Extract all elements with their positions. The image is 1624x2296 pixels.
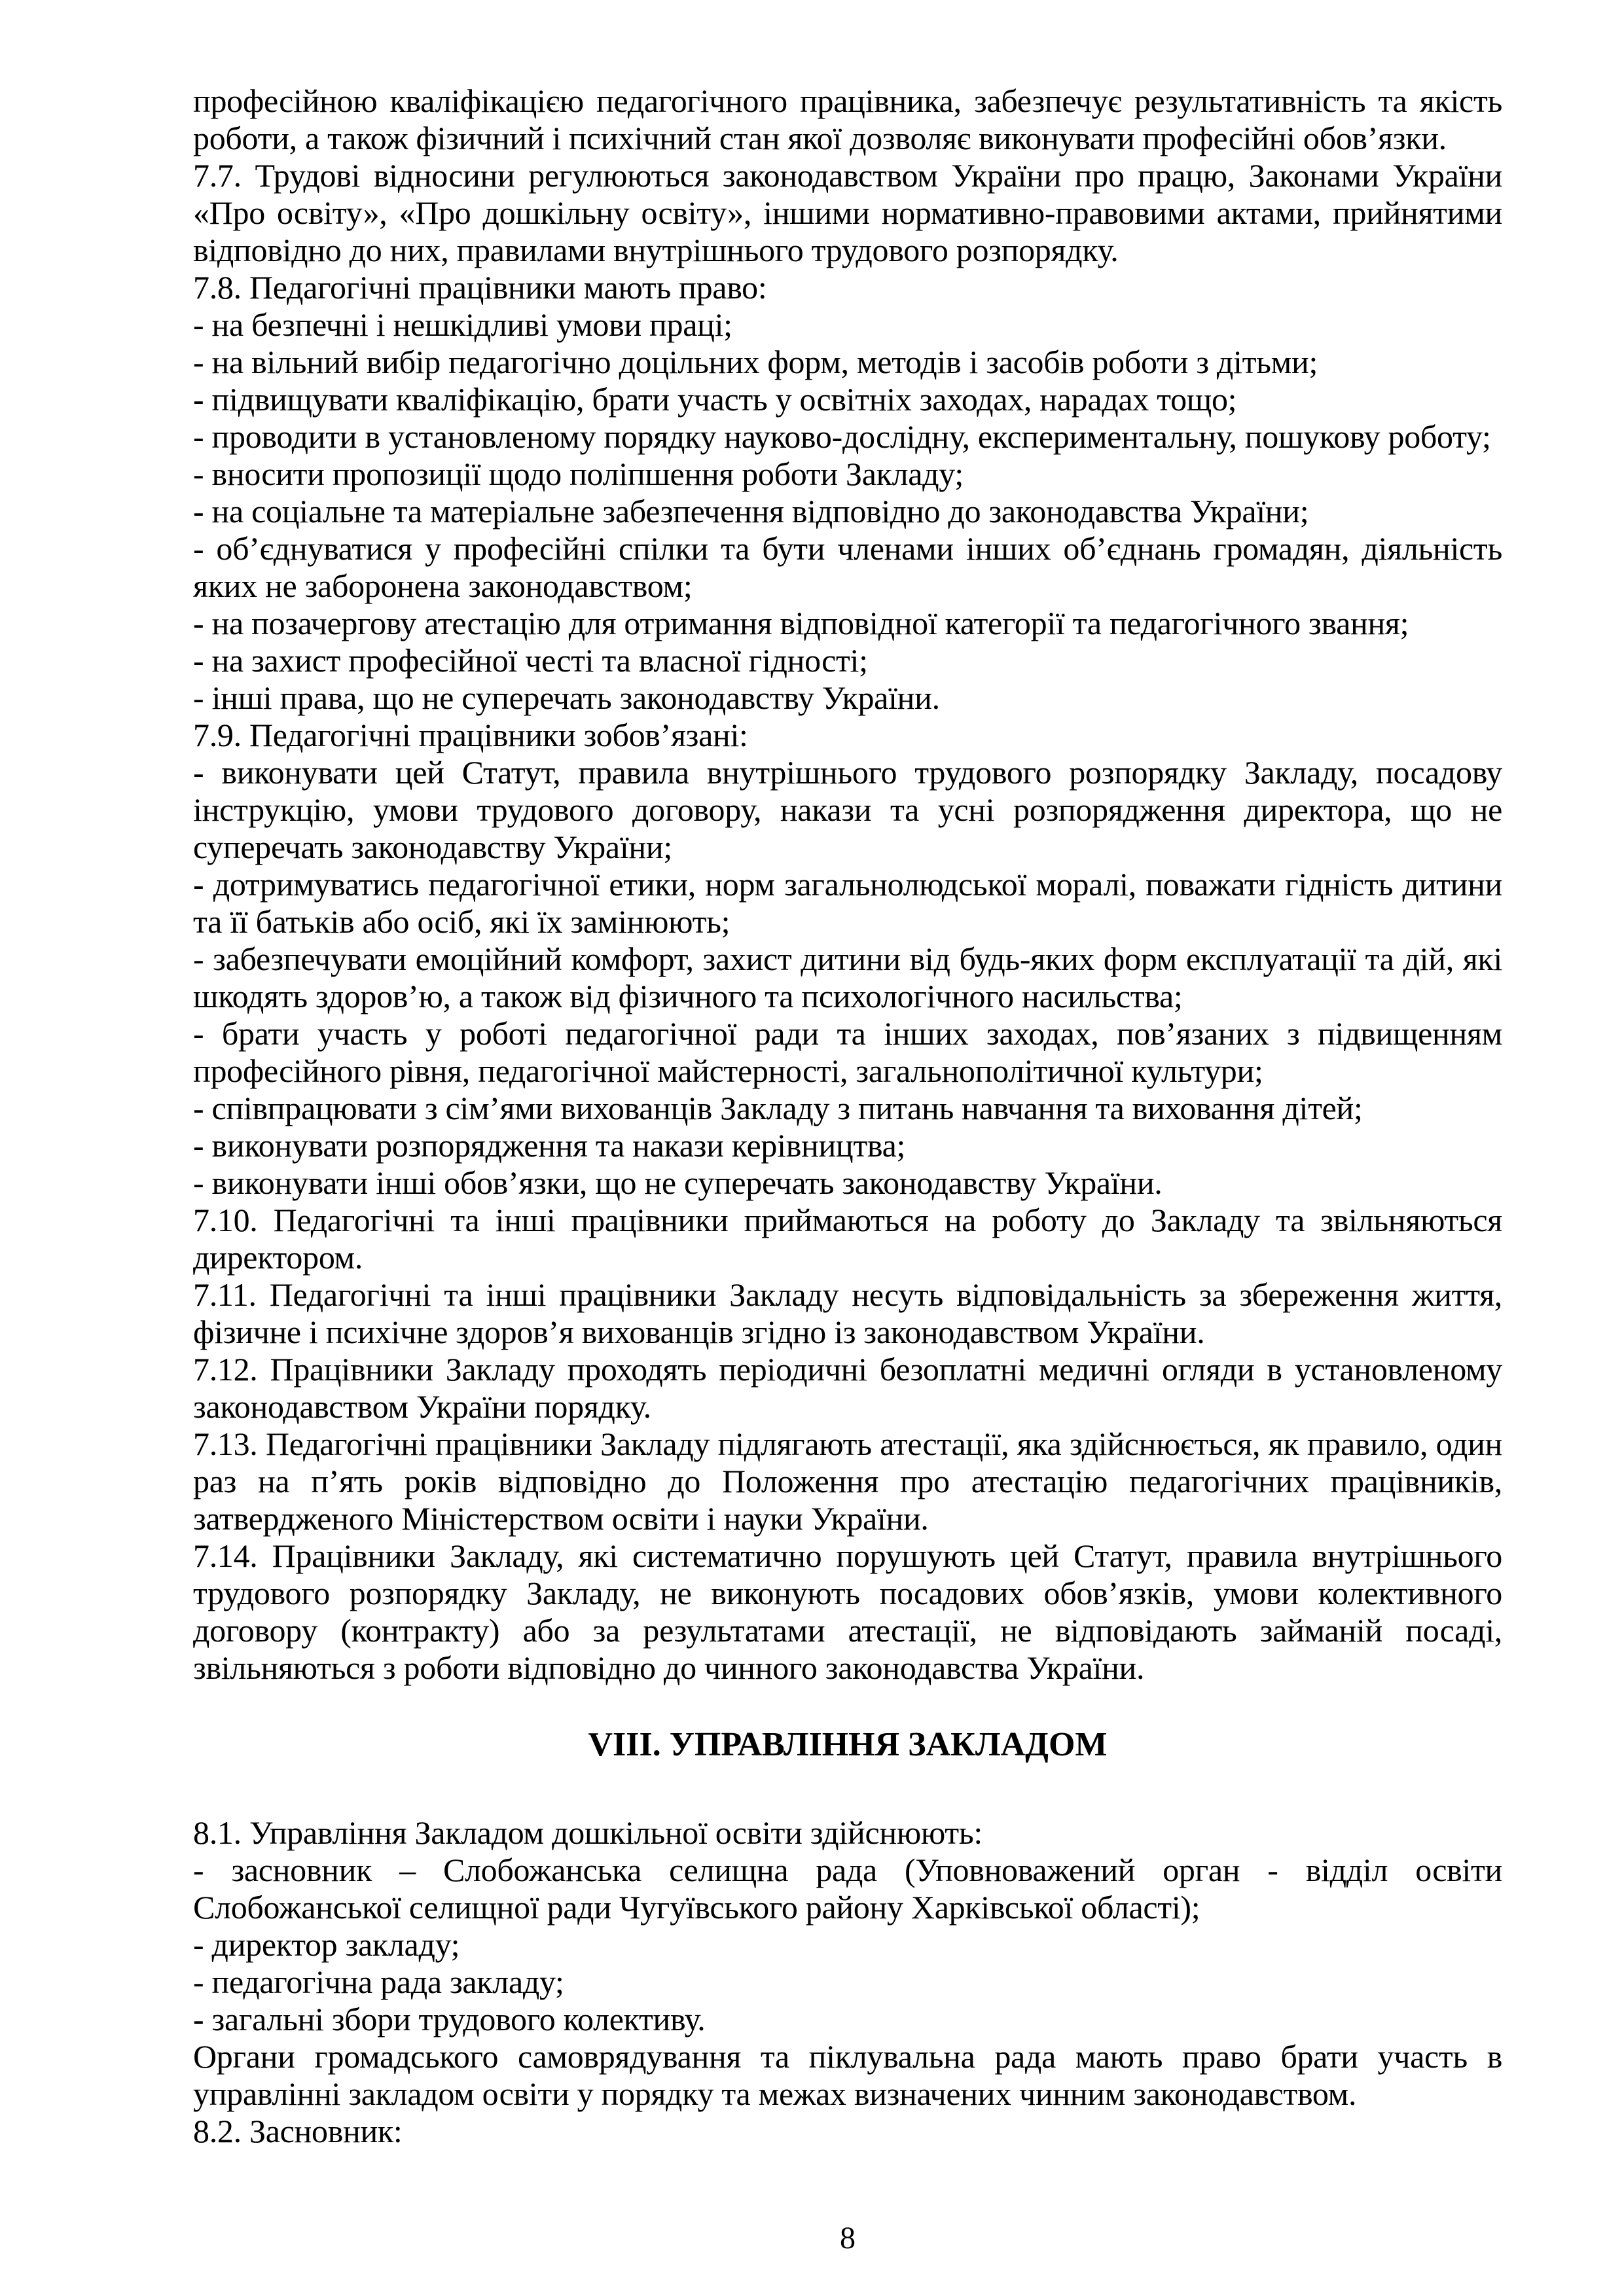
document-body xyxy=(193,82,1502,2150)
paragraph: - брати участь у роботі педагогічної ради та інших заходах, пов’язаних з підвищенням професійного рівня, педагогічної майстерності, загальнополітичної культури; xyxy=(193,1015,1502,1089)
paragraph: - виконувати розпорядження та накази керівництва; xyxy=(193,1127,906,1164)
page-number: 8 xyxy=(840,2221,856,2255)
paragraph: - на соціальне та матеріальне забезпечення відповідно до законодавства України; xyxy=(193,493,1309,529)
section-heading: VIII. УПРАВЛІННЯ ЗАКЛАДОМ xyxy=(588,1726,1108,1763)
paragraph: - засновник – Слобожанська селищна рада (Уповноважений орган - відділ освіти Слобожанської селищної ради Чугуївського району Харківської області); xyxy=(193,1852,1502,1926)
paragraph: - забезпечувати емоційний комфорт, захист дитини від будь-яких форм експлуатації та дій, які шкодять здоров’ю, а також від фізичного та психологічного насильства; xyxy=(193,941,1502,1014)
paragraph: - вносити пропозиції щодо поліпшення роботи Закладу; xyxy=(193,456,964,492)
paragraph: - на безпечні і нешкідливі умови праці; xyxy=(193,306,732,343)
paragraph: - проводити в установленому порядку науково-дослідну, експериментальну, пошукову роботу; xyxy=(193,418,1491,455)
paragraph: 7.14. Працівники Закладу, які систематично порушують цей Статут, правила внутрішнього трудового розпорядку Закладу, не виконують посадових обов’язків, умови колективного договору (контракту) або за результатами атестації, не відповідають займаній посаді, звільняються з роботи відповідно до чинного законодавства України. xyxy=(193,1537,1502,1686)
paragraph: 7.10. Педагогічні та інші працівники приймаються на роботу до Закладу та звільняються директором. xyxy=(193,1202,1502,1276)
paragraph: професійною кваліфікацією педагогічного працівника, забезпечує результативність та якість роботи, а також фізичний і психічний стан якої дозволяє виконувати професійні обов’язки. xyxy=(193,82,1502,156)
paragraph: 7.13. Педагогічні працівники Закладу підлягають атестації, яка здійснюється, як правило, один раз на п’ять років відповідно до Положення про атестацію педагогічних працівників, затвердженого Міністерством освіти і науки України. xyxy=(193,1426,1502,1537)
paragraph: - педагогічна рада закладу; xyxy=(193,1964,564,2000)
paragraph: - об’єднуватися у професійні спілки та бути членами інших об’єднань громадян, діяльність яких не заборонена законодавством; xyxy=(193,530,1502,604)
paragraph: 7.8. Педагогічні працівники мають право: xyxy=(193,269,767,306)
paragraph: 7.9. Педагогічні працівники зобов’язані: xyxy=(193,717,748,753)
paragraph: - загальні збори трудового колективу. xyxy=(193,2001,706,2037)
paragraph: 7.11. Педагогічні та інші працівники Закладу несуть відповідальність за збереження життя, фізичне і психічне здоров’я вихованців згідно із законодавством України. xyxy=(193,1276,1502,1350)
paragraph: 8.1. Управління Закладом дошкільної освіти здійснюють: xyxy=(193,1814,983,1851)
paragraph: - виконувати інші обов’язки, що не суперечать законодавству України. xyxy=(193,1164,1163,1201)
paragraph: - виконувати цей Статут, правила внутрішнього трудового розпорядку Закладу, посадову інструкцію, умови трудового договору, накази та усні розпорядження директора, що не суперечать законодавству України; xyxy=(193,754,1502,865)
paragraph: - інші права, що не суперечать законодавству України. xyxy=(193,679,940,716)
paragraph: Органи громадського самоврядування та піклувальна рада мають право брати участь в управлінні закладом освіти у порядку та межах визначених чинним законодавством. xyxy=(193,2038,1502,2112)
paragraph: 7.7. Трудові відносини регулюються законодавством України про працю, Законами України «Про освіту», «Про дошкільну освіту», іншими нормативно-правовими актами, прийнятими відповідно до них, правилами внутрішнього трудового розпорядку. xyxy=(193,157,1502,268)
paragraph: 7.12. Працівники Закладу проходять періодичні безоплатні медичні огляди в установленому законодавством України порядку. xyxy=(193,1351,1502,1425)
paragraph: - на вільний вибір педагогічно доцільних форм, методів і засобів роботи з дітьми; xyxy=(193,344,1318,380)
paragraph: - на захист професійної честі та власної гідності; xyxy=(193,642,868,679)
paragraph: 8.2. Засновник: xyxy=(193,2113,403,2149)
paragraph: - на позачергову атестацію для отримання відповідної категорії та педагогічного звання; xyxy=(193,605,1409,641)
paragraph: - співпрацювати з сім’ями вихованців Закладу з питань навчання та виховання дітей; xyxy=(193,1090,1363,1126)
paragraph: - директор закладу; xyxy=(193,1926,460,1963)
paragraph: - дотримуватись педагогічної етики, норм загальнолюдської моралі, поважати гідність дитини та її батьків або осіб, які їх замінюють; xyxy=(193,866,1502,940)
paragraph: - підвищувати кваліфікацію, брати участь у освітніх заходах, нарадах тощо; xyxy=(193,381,1237,418)
